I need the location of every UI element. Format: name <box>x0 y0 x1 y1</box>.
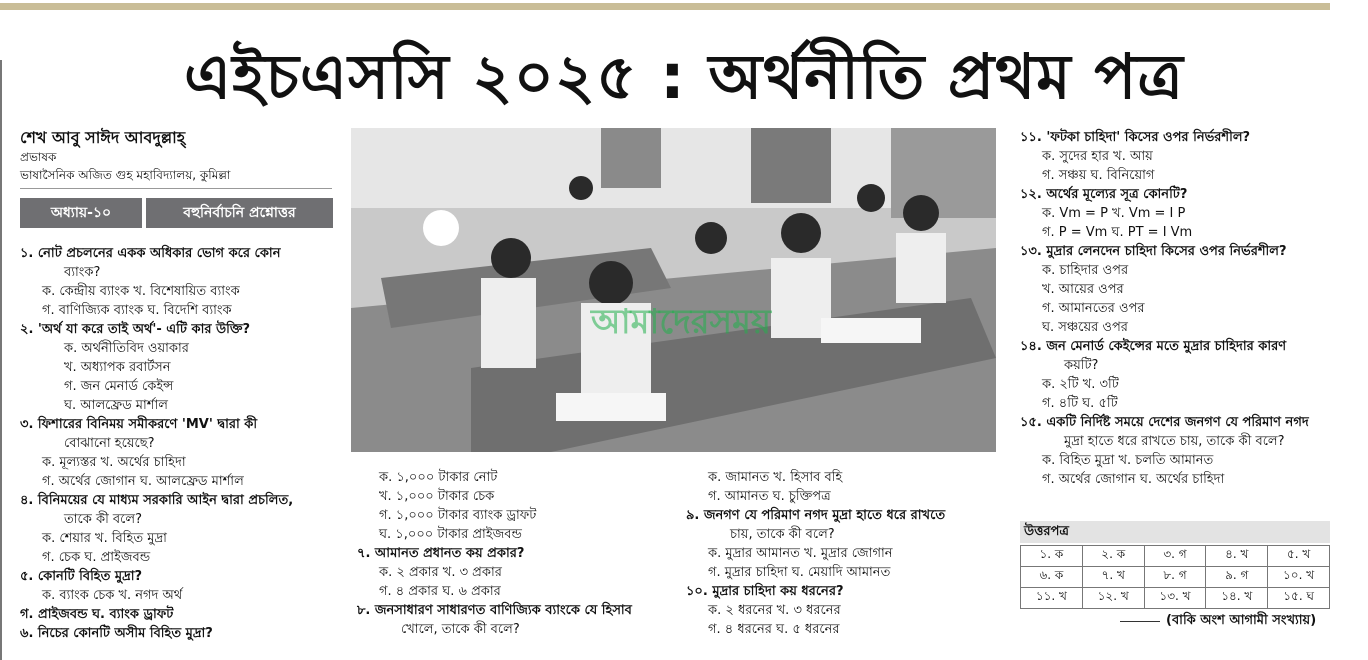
author-role: প্রভাষক <box>20 150 57 164</box>
answer-cell: ২. ক <box>1082 546 1144 567</box>
questions-column-2 <box>357 468 677 639</box>
answer-key-table <box>1020 545 1330 609</box>
question-line: ১২. অর্থের মূল্যের সূত্র কোনটি? <box>1020 187 1188 202</box>
question-line: ৮. জনসাধারণ সাধারণত বাণিজ্যিক ব্যাংকে যে হিসাব <box>357 603 632 618</box>
answer-key-heading: উত্তরপত্র <box>1020 521 1330 543</box>
option-line: খ. আয়ের ওপর <box>1042 282 1124 297</box>
answer-cell: ৪. খ <box>1206 546 1268 567</box>
option-line: ক. ১,০০০ টাকার নোট <box>379 470 498 485</box>
photo-illustration <box>351 128 996 452</box>
option-line: ক. ব্যাংক চেক খ. নগদ অর্থ <box>42 588 183 603</box>
answer-row <box>1021 588 1330 609</box>
answer-cell: ৯. গ <box>1206 567 1268 588</box>
option-line: ক. জামানত খ. হিসাব বহি <box>708 470 843 485</box>
answer-cell: ১১. খ <box>1021 588 1083 609</box>
option-line: তাকে কী বলে? <box>64 512 142 527</box>
option-line: গ. আমানত ঘ. চুক্তিপত্র <box>708 489 831 504</box>
option-line: খ. ১,০০০ টাকার চেক <box>379 489 495 504</box>
option-line: গ. আমানতের ওপর <box>1042 301 1145 316</box>
answer-cell: ১৪. খ <box>1206 588 1268 609</box>
option-line: গ. ৪টি ঘ. ৫টি <box>1042 396 1118 411</box>
option-line: ক. বিহিত মুদ্রা খ. চলতি আমানত <box>1042 453 1214 468</box>
answer-cell: ১২. খ <box>1082 588 1144 609</box>
top-border <box>0 3 1330 10</box>
option-line: ক. Vm = P খ. Vm = I P <box>1042 206 1186 221</box>
questions-column-1 <box>20 244 340 643</box>
question-line: ১. নোট প্রচলনের একক অধিকার ভোগ করে কোন <box>20 246 281 261</box>
option-line: ক. ২ প্রকার খ. ৩ প্রকার <box>379 565 502 580</box>
author-block <box>20 128 332 189</box>
question-line: ২. 'অর্থ যা করে তাই অর্থ'- এটি কার উক্তি? <box>20 322 251 337</box>
answer-cell: ৫. খ <box>1268 546 1330 567</box>
question-line: ১৩. মুদ্রার লেনদেন চাহিদা কিসের ওপর নির্ভরশীল? <box>1020 244 1287 259</box>
option-line: ব্যাংক? <box>64 265 101 280</box>
question-line: ৪. বিনিময়ের যে মাধ্যম সরকারি আইন দ্বারা প্রচলিত, <box>20 493 294 508</box>
option-line: ক. মূল্যস্তর খ. অর্থের চাহিদা <box>42 455 186 470</box>
question-line: গ. প্রাইজবন্ড ঘ. ব্যাংক ড্রাফট <box>20 607 174 622</box>
author-divider <box>20 188 332 189</box>
question-line: ১৪. জন মেনার্ড কেইন্সের মতে মুদ্রার চাহিদার কারণ <box>1020 339 1287 354</box>
option-line: খ. অধ্যাপক রবার্টসন <box>64 360 171 375</box>
question-line: ৩. ফিশারের বিনিময় সমীকরণে 'MV' দ্বারা কী <box>20 417 258 432</box>
answer-cell: ১৩. খ <box>1144 588 1206 609</box>
option-line: ঘ. সঞ্চয়ের ওপর <box>1042 320 1128 335</box>
option-line: গ. P = Vm ঘ. PT = I Vm <box>1042 225 1193 240</box>
answer-cell: ৬. ক <box>1021 567 1083 588</box>
watermark-text: আমাদেরসময় <box>591 302 771 342</box>
option-line: ক. মুদ্রার আমানত খ. মুদ্রার জোগান <box>708 546 893 561</box>
question-line: ১৫. একটি নির্দিষ্ট সময়ে দেশের জনগণ যে পরিমাণ নগদ <box>1020 415 1309 430</box>
option-line: খোলে, তাকে কী বলে? <box>401 622 520 637</box>
option-line: গ. অর্থের জোগান ঘ. অর্থের চাহিদা <box>1042 472 1225 487</box>
answer-cell: ১. ক <box>1021 546 1083 567</box>
chapter-tabs <box>20 198 333 228</box>
option-line: গ. মুদ্রার চাহিদা ঘ. মেয়াদি আমানত <box>708 565 891 580</box>
option-line: বোঝানো হয়েছে? <box>64 436 155 451</box>
option-line: ঘ. আলফ্রেড মার্শাল <box>64 398 168 413</box>
questions-column-3 <box>686 468 1006 639</box>
question-line: ৯. জনগণ যে পরিমাণ নগদ মুদ্রা হাতে ধরে রাখতে <box>686 508 946 523</box>
question-line: ১১. 'ফটকা চাহিদা' কিসের ওপর নির্ভরশীল? <box>1020 130 1251 145</box>
option-line: গ. ৪ ধরনের ঘ. ৫ ধরনের <box>708 622 840 637</box>
option-line: ক. চাহিদার ওপর <box>1042 263 1129 278</box>
option-line: গ. জন মেনার্ড কেইন্স <box>64 379 174 394</box>
option-line: গ. ১,০০০ টাকার ব্যাংক ড্রাফট <box>379 508 537 523</box>
continued-note: (বাকি অংশ আগামী সংখ্যায়) <box>1166 613 1317 628</box>
answer-row <box>1021 567 1330 588</box>
answer-cell: ৭. খ <box>1082 567 1144 588</box>
option-line: গ. অর্থের জোগান ঘ. আলফ্রেড মার্শাল <box>42 474 244 489</box>
option-line: ক. ২টি খ. ৩টি <box>1042 377 1119 392</box>
option-line: ক. কেন্দ্রীয় ব্যাংক খ. বিশেষায়িত ব্যাংক <box>42 284 240 299</box>
answer-cell: ১৫. ঘ <box>1268 588 1330 609</box>
left-rule <box>0 60 2 660</box>
question-line: ১০. মুদ্রার চাহিদা কয় ধরনের? <box>686 584 844 599</box>
author-name: শেখ আবু সাঈদ আবদুল্লাহ্ <box>20 128 186 147</box>
option-line: ক. অর্থনীতিবিদ ওয়াকার <box>64 341 189 356</box>
answer-row <box>1021 546 1330 567</box>
question-type-tab: বহুনির্বাচনি প্রশ্নোত্তর <box>146 198 333 228</box>
chapter-tab: অধ্যায়-১০ <box>20 198 142 228</box>
answer-cell: ৩. গ <box>1144 546 1206 567</box>
footer-dash <box>1120 621 1160 622</box>
option-line: ঘ. ১,০০০ টাকার প্রাইজবন্ড <box>379 527 522 542</box>
option-line: মুদ্রা হাতে ধরে রাখতে চায়, তাকে কী বলে? <box>1064 434 1285 449</box>
answer-cell: ৮. গ <box>1144 567 1206 588</box>
author-institution: ভাষাসৈনিক অজিত গুহ মহাবিদ্যালয়, কুমিল্লা <box>20 168 231 182</box>
option-line: চায়, তাকে কী বলে? <box>730 527 835 542</box>
question-line: ৬. নিচের কোনটি অসীম বিহিত মুদ্রা? <box>20 626 213 641</box>
option-line: কয়টি? <box>1064 358 1099 373</box>
option-line: ক. সুদের হার খ. আয় <box>1042 149 1153 164</box>
option-line: গ. ৪ প্রকার ঘ. ৬ প্রকার <box>379 584 501 599</box>
option-line: গ. সঞ্চয় ঘ. বিনিয়োগ <box>1042 168 1155 183</box>
page-title: এইচএসসি ২০২৫ : অর্থনীতি প্রথম পত্র <box>184 40 1184 113</box>
exam-hall-photo <box>351 128 996 452</box>
option-line: গ. চেক ঘ. প্রাইজবন্ড <box>42 550 151 565</box>
option-line: গ. বাণিজ্যিক ব্যাংক ঘ. বিদেশি ব্যাংক <box>42 303 232 318</box>
question-line: ৫. কোনটি বিহিত মুদ্রা? <box>20 569 143 584</box>
questions-column-4 <box>1020 128 1340 489</box>
option-line: ক. শেয়ার খ. বিহিত মুদ্রা <box>42 531 167 546</box>
answer-cell: ১০. খ <box>1268 567 1330 588</box>
option-line: ক. ২ ধরনের খ. ৩ ধরনের <box>708 603 841 618</box>
question-line: ৭. আমানত প্রধানত কয় প্রকার? <box>357 546 525 561</box>
